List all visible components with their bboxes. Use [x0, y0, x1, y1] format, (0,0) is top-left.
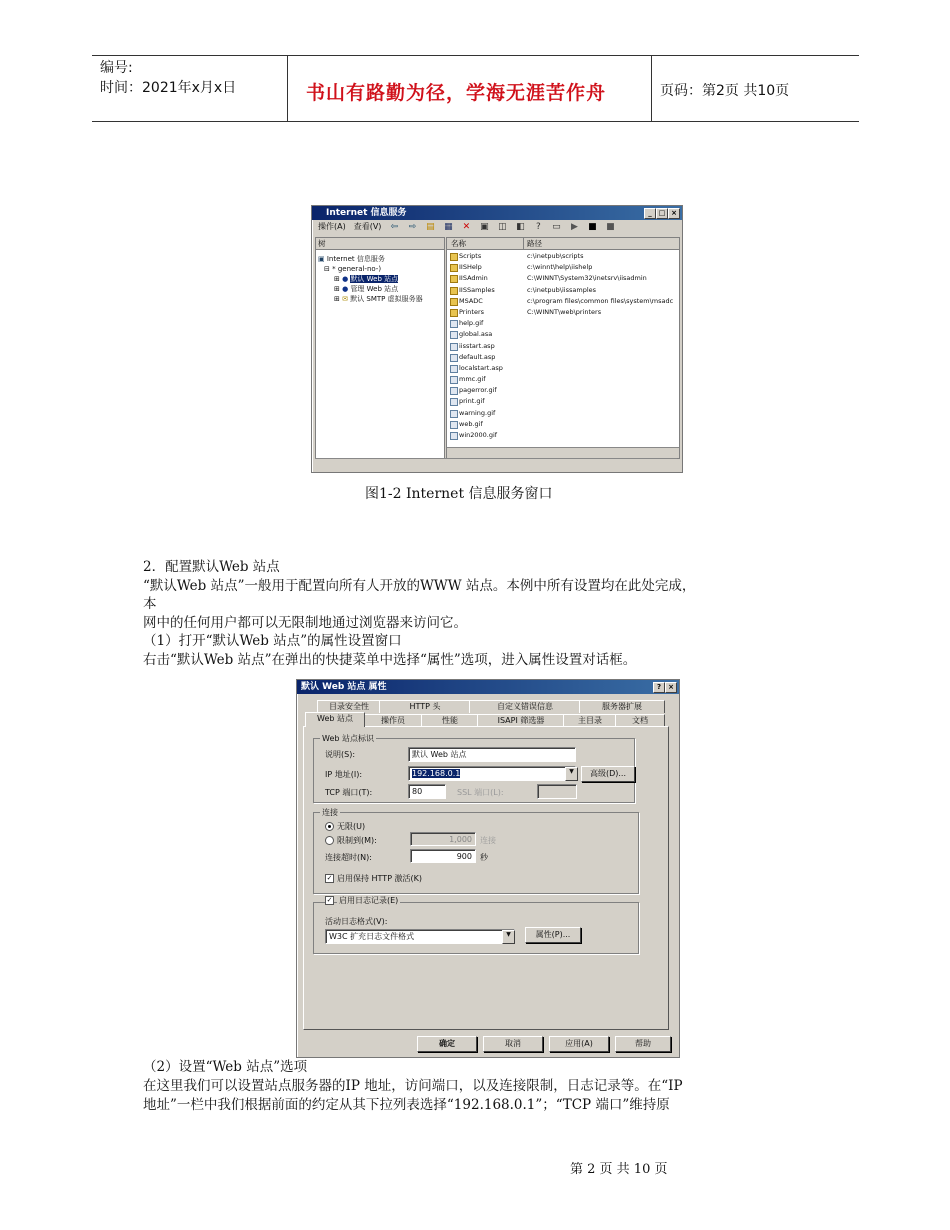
folder-icon: [450, 264, 458, 272]
list-item-path: C:\WINNT\web\printers: [527, 307, 602, 316]
col-name[interactable]: 名称: [451, 239, 466, 248]
tab-custom-errors[interactable]: 自定义错误信息: [469, 700, 581, 713]
description-label: 说明(S):: [325, 750, 356, 759]
list-item[interactable]: [447, 419, 679, 430]
list-item[interactable]: [447, 396, 679, 407]
list-icon[interactable]: ▦: [444, 222, 453, 232]
list-item-name: global.asa: [459, 330, 493, 339]
list-item[interactable]: [447, 363, 679, 374]
paragraph-line: 在这里我们可以设置站点服务器的IP 地址，访问端口，以及连接限制，日志记录等。在“IP: [143, 1078, 683, 1094]
list-item-name: mmc.gif: [459, 375, 486, 384]
file-icon: [450, 343, 458, 351]
list-item-path: c:\program files\common files\system\msadc: [527, 296, 674, 305]
list-item[interactable]: [447, 251, 679, 262]
limited-label: 限制到(M):: [337, 836, 377, 845]
list-item[interactable]: [447, 430, 679, 441]
tcp-port-label: TCP 端口(T):: [325, 788, 373, 797]
help-icon[interactable]: ?: [653, 682, 665, 693]
tab-performance[interactable]: 性能: [421, 714, 479, 727]
figure-caption: 图1-2 Internet 信息服务窗口: [365, 486, 553, 502]
col-path[interactable]: 路径: [527, 239, 542, 248]
list-item[interactable]: [447, 318, 679, 329]
list-item-name: Scripts: [459, 252, 482, 260]
list-item-name: warning.gif: [459, 408, 496, 417]
logging-checkbox[interactable]: ✓: [326, 896, 333, 904]
limit-unit: 连接: [480, 836, 496, 845]
file-icon: [450, 376, 458, 384]
globe-icon: ●: [342, 285, 349, 293]
iis-title: Internet 信息服务: [326, 208, 407, 218]
file-icon: [450, 331, 458, 339]
tab-isapi-filters[interactable]: ISAPI 筛选器: [477, 714, 565, 727]
list-item[interactable]: [447, 352, 679, 363]
list-item-name: default.asp: [459, 352, 496, 361]
list-item-name: iisstart.asp: [459, 341, 495, 350]
minimize-icon[interactable]: _: [644, 208, 656, 219]
ssl-port-field: [537, 784, 577, 799]
delete-icon[interactable]: ✕: [462, 222, 471, 232]
logging-group: [313, 902, 639, 954]
unlimited-radio[interactable]: [325, 822, 334, 831]
pause-icon[interactable]: ■: [606, 222, 615, 232]
apply-button[interactable]: 应用(A): [549, 1036, 609, 1052]
iis-window: [311, 205, 683, 473]
header-page: 页码：第2页 共10页: [660, 83, 790, 99]
play-icon[interactable]: ▶: [570, 222, 578, 232]
paragraph-line: “默认Web 站点”一般用于配置向所有人开放的WWW 站点。本例中所有设置均在此处完成，: [143, 578, 696, 594]
mail-icon: ✉: [342, 295, 348, 303]
list-item-name: IISAdmin: [459, 274, 488, 283]
log-properties-button[interactable]: 属性(P)...: [525, 927, 581, 943]
connections-group-label: 连接: [322, 808, 338, 817]
menu-view[interactable]: 查看(V): [353, 222, 382, 231]
refresh-icon[interactable]: ◫: [498, 222, 507, 232]
dialog-title: 默认 Web 站点 属性: [301, 682, 387, 692]
tab-server-extensions[interactable]: 服务器扩展: [579, 700, 665, 713]
file-icon: [450, 421, 458, 429]
file-icon: [450, 320, 458, 328]
keepalive-label: 启用保持 HTTP 激活(K): [337, 874, 423, 883]
close-icon[interactable]: ×: [668, 208, 680, 219]
list-item-name: IISSamples: [459, 285, 495, 294]
list-item-name: IISHelp: [459, 263, 482, 272]
list-item-path: c:\inetpub\scripts: [527, 252, 584, 260]
file-icon: [450, 387, 458, 395]
timeout-field[interactable]: 900: [410, 849, 476, 863]
file-icon: [450, 354, 458, 362]
list-item-name: print.gif: [459, 397, 485, 406]
list-item[interactable]: [447, 408, 679, 419]
file-icon: [450, 398, 458, 406]
timeout-unit: 秒: [480, 853, 488, 862]
header-number: 编号:: [100, 60, 133, 76]
ip-select[interactable]: 192.168.0.1: [408, 766, 576, 781]
tree-item-admin-web[interactable]: ⊞ ● 管理 Web 站点: [334, 285, 399, 293]
page-footer: 第 2 页 共 10 页: [570, 1162, 668, 1177]
list-header: [447, 238, 679, 250]
header-divider: [287, 55, 288, 121]
list-item[interactable]: [447, 273, 679, 284]
status-bar: [315, 458, 677, 470]
folder-icon: [450, 275, 458, 283]
list-item[interactable]: [447, 374, 679, 385]
ip-label: IP 地址(I):: [325, 770, 363, 779]
folder-icon[interactable]: ▤: [426, 222, 435, 232]
paragraph-line: 地址”一栏中我们根据前面的约定从其下拉列表选择“192.168.0.1”；“TCP 端口”维持原: [143, 1097, 670, 1113]
step-heading: （2）设置“Web 站点”选项: [143, 1059, 308, 1075]
paragraph-line: 网中的任何用户都可以无限制地通过浏览器来访问它。: [143, 615, 467, 631]
tree-item-smtp[interactable]: ⊞ ✉ 默认 SMTP 虚拟服务器: [334, 295, 423, 303]
header-top-rule: [92, 55, 859, 56]
unlimited-label: 无限(U): [337, 822, 366, 831]
tree-item-root[interactable]: ▣ Internet 信息服务: [318, 255, 385, 263]
folder-icon: [450, 298, 458, 306]
list-item-name: web.gif: [459, 419, 483, 428]
log-format-select[interactable]: W3C 扩充日志文件格式: [325, 929, 515, 944]
menu-action[interactable]: 操作(A): [318, 222, 346, 231]
file-icon: [450, 432, 458, 440]
tab-operators[interactable]: 操作员: [363, 714, 423, 727]
folder-icon: [450, 309, 458, 317]
tree-item-default-web[interactable]: ⊞ ● 默认 Web 站点: [334, 275, 399, 283]
advanced-button[interactable]: 高级(D)...: [581, 766, 635, 782]
tab-web-site[interactable]: Web 站点: [305, 712, 365, 727]
folder-icon: [450, 253, 458, 261]
limited-radio[interactable]: [325, 836, 334, 845]
list-item-name: Printers: [459, 307, 485, 316]
list-item[interactable]: [447, 262, 679, 273]
list-item-name: localstart.asp: [459, 363, 503, 372]
paragraph-line: 右击“默认Web 站点”在弹出的快捷菜单中选择“属性”选项，进入属性设置对话框。: [143, 652, 637, 668]
list-item-name: MSADC: [459, 296, 483, 305]
list-item-path: c:\winnt\help\iishelp: [527, 263, 593, 272]
list-item-path: c:\inetpub\iissamples: [527, 285, 597, 294]
back-icon[interactable]: ⇦: [390, 222, 399, 232]
server-icon: ▣: [318, 255, 325, 263]
header-time: 时间：2021年x月x日: [100, 80, 237, 96]
keepalive-checkbox[interactable]: ✓: [326, 874, 333, 882]
close-icon[interactable]: ×: [665, 682, 677, 693]
properties-icon[interactable]: ▣: [480, 222, 489, 232]
list-item-name: pagerror.gif: [459, 386, 497, 395]
list-item[interactable]: [447, 307, 679, 318]
header-divider: [651, 55, 652, 121]
properties-dialog: [296, 679, 680, 1058]
list-item[interactable]: [447, 341, 679, 352]
iis-titlebar: [312, 206, 682, 220]
file-icon: [450, 410, 458, 418]
tab-home-directory[interactable]: 主目录: [563, 714, 617, 727]
section-heading: 2．配置默认Web 站点: [143, 559, 280, 575]
tab-http-headers[interactable]: HTTP 头: [379, 700, 471, 713]
header-bottom-rule: [92, 121, 859, 122]
chevron-down-icon[interactable]: ▼: [502, 930, 515, 944]
tree-pane: [315, 237, 445, 459]
chevron-down-icon[interactable]: ▼: [565, 767, 578, 781]
forward-icon[interactable]: ⇨: [408, 222, 417, 232]
ok-button[interactable]: 确定: [417, 1036, 477, 1052]
list-item[interactable]: [447, 296, 679, 307]
globe-icon: ●: [342, 275, 349, 283]
list-pane: [446, 237, 680, 459]
list-item[interactable]: [447, 285, 679, 296]
list-item[interactable]: [447, 385, 679, 396]
file-icon: [450, 365, 458, 373]
tree-item-host[interactable]: ⊟ * general-no-): [324, 265, 382, 273]
stop-icon[interactable]: ■: [588, 222, 597, 232]
log-format-label: 活动日志格式(V):: [325, 917, 388, 926]
tree-header: 树: [316, 238, 444, 250]
list-item-name: win2000.gif: [459, 431, 498, 439]
timeout-label: 连接超时(N):: [325, 853, 372, 862]
help-icon[interactable]: ?: [536, 222, 541, 232]
list-item-name: help.gif: [459, 319, 484, 328]
paragraph-line: 本: [143, 596, 157, 612]
tab-directory-security[interactable]: 目录安全性: [317, 700, 381, 713]
maximize-icon[interactable]: □: [656, 208, 668, 219]
computer-icon[interactable]: ▭: [552, 222, 561, 232]
horizontal-scrollbar[interactable]: [447, 447, 679, 458]
list-item[interactable]: [447, 329, 679, 340]
header-motto: 书山有路勤为径，学海无涯苦作舟: [306, 82, 607, 104]
list-item-path: C:\WINNT\System32\inetsrv\iisadmin: [527, 274, 647, 283]
help-button[interactable]: 帮助: [615, 1036, 671, 1052]
tcp-port-field[interactable]: 80: [408, 784, 446, 799]
identity-group-label: Web 站点标识: [322, 734, 374, 743]
export-icon[interactable]: ◧: [516, 222, 525, 232]
cancel-button[interactable]: 取消: [483, 1036, 543, 1052]
dialog-titlebar: [297, 680, 679, 694]
step-heading: （1）打开“默认Web 站点”的属性设置窗口: [143, 633, 402, 649]
description-field[interactable]: 默认 Web 站点: [408, 747, 576, 762]
ssl-port-label: SSL 端口(L):: [457, 788, 504, 797]
folder-icon: [450, 287, 458, 295]
logging-label: 启用日志记录(E): [339, 896, 399, 905]
tab-documents[interactable]: 文档: [615, 714, 665, 727]
limit-field: 1,000: [410, 832, 476, 846]
